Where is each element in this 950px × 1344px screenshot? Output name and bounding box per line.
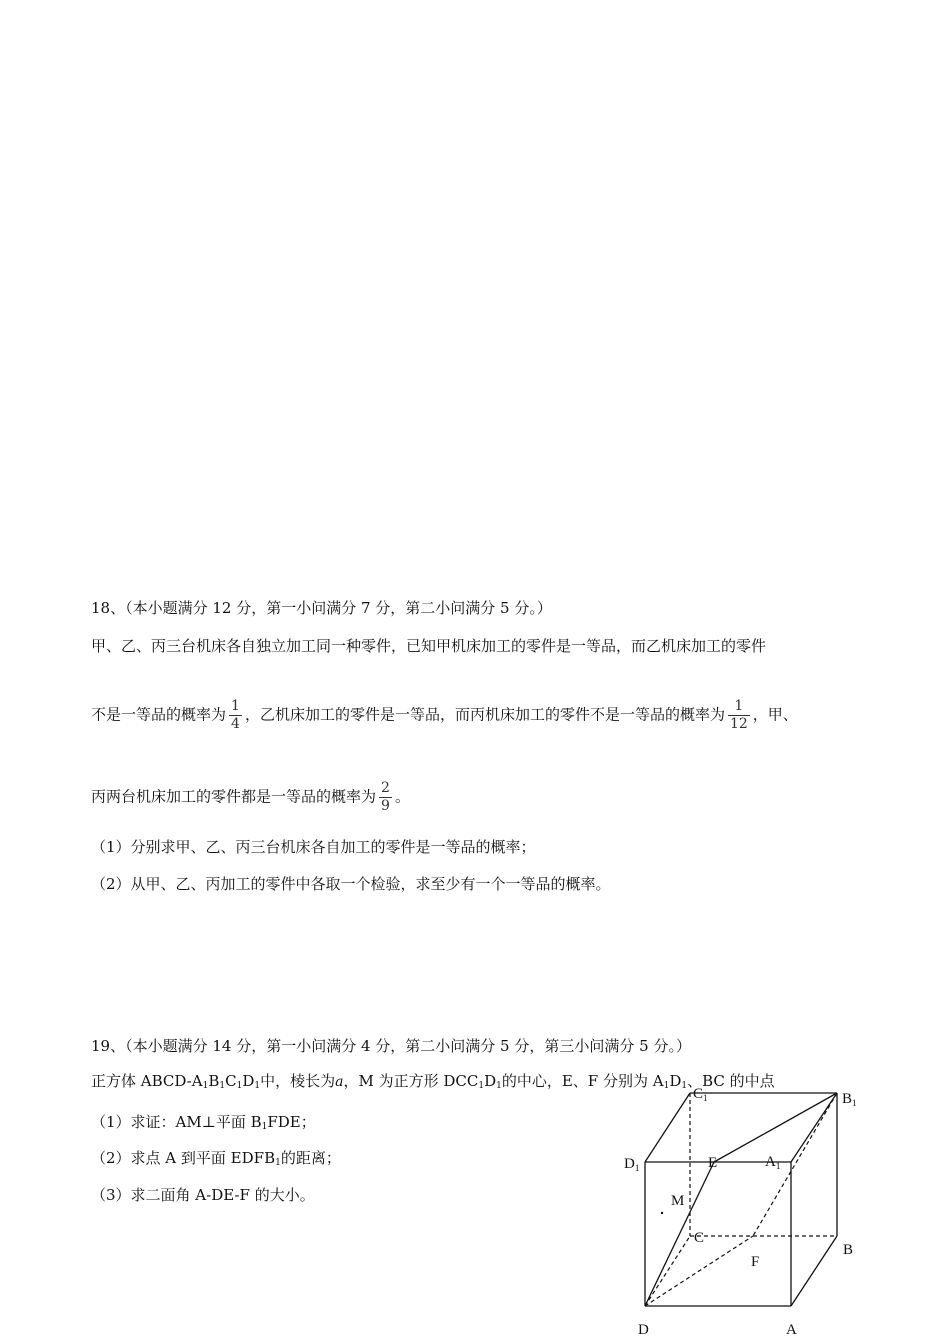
label-E: E: [708, 1155, 718, 1171]
q19-text: 中，棱长为: [260, 1072, 336, 1090]
label-B: B: [843, 1242, 854, 1258]
q18-line2-a: 不是一等品的概率为: [91, 705, 227, 724]
q19-text: 、BC 的中点: [687, 1072, 775, 1090]
subscript: 1: [236, 1081, 243, 1091]
subscript: 1: [261, 1122, 268, 1132]
label-C1: $C_1$: [693, 1086, 708, 1103]
label-M: M: [671, 1193, 685, 1209]
subscript: 1: [202, 1081, 209, 1091]
q19-header: 19、（本小题满分 14 分，第一小问满分 4 分，第二小问满分 5 分，第三小问满分 5 分。）: [91, 1037, 691, 1055]
label-A: A: [786, 1322, 797, 1338]
edge-variable: a: [335, 1074, 344, 1090]
hidden-edge-D-C: [645, 1236, 690, 1306]
label-A1: $A_1$: [765, 1154, 781, 1171]
label-D1: $D_1$: [624, 1156, 640, 1173]
subscript: 1: [219, 1081, 226, 1091]
label-F: F: [751, 1254, 760, 1270]
label-C: C: [694, 1230, 705, 1246]
subscript: 1: [663, 1081, 670, 1091]
subscript: 1: [681, 1081, 688, 1091]
frac2-den: 12: [729, 716, 748, 732]
edge-B1-A1: [791, 1093, 837, 1162]
q18-part2: （2）从甲、乙、丙加工的零件中各取一个检验，求至少有一个一等品的概率。: [91, 875, 611, 893]
segment-E-B1: [714, 1093, 837, 1162]
frac1-num: 1: [231, 698, 240, 714]
frac3-num: 2: [381, 780, 390, 796]
q19-text: D: [669, 1072, 682, 1090]
q19-text: 的中心，E、F 分别为 A: [501, 1072, 664, 1090]
q18-part1: （1）分别求甲、乙、丙三台机床各自加工的零件是一等品的概率；: [91, 838, 536, 856]
subscript: 1: [254, 1081, 261, 1091]
q19-part1-text: （1）求证：AM⊥平面 B: [91, 1113, 262, 1131]
q18-line1: 甲、乙、丙三台机床各自独立加工同一种零件，已知甲机床加工的零件是一等品，而乙机床加工的零件: [91, 637, 767, 655]
q18-line3-b: 。: [394, 787, 410, 806]
subscript: 1: [275, 1158, 281, 1168]
q19-text: 正方体 ABCD-A: [91, 1072, 203, 1090]
q19-text: ，M 为正方形 DCC: [343, 1072, 479, 1090]
edge-A-B: [791, 1236, 837, 1306]
frac1-den: 4: [231, 716, 240, 732]
q19-part3: （3）求二面角 A-DE-F 的大小。: [91, 1186, 315, 1204]
edge-D1-C1: [645, 1093, 690, 1162]
q19-part1-text: FDE；: [267, 1113, 316, 1131]
point-M-dot: [661, 1212, 663, 1214]
q19-text: C: [225, 1072, 237, 1090]
q18-line3-a: 丙两台机床加工的零件都是一等品的概率为: [91, 787, 377, 806]
q19-part2-text: （2）求点 A 到平面 EDFB: [91, 1149, 276, 1167]
q19-text: D: [242, 1072, 255, 1090]
q19-text: D: [484, 1072, 497, 1090]
q18-header: 18、（本小题满分 12 分，第一小问满分 7 分，第二小问满分 5 分。）: [91, 599, 552, 617]
label-D: D: [638, 1322, 649, 1338]
frac2-num: 1: [734, 698, 744, 714]
label-B1: $B_1$: [842, 1091, 857, 1108]
frac3-den: 9: [381, 798, 390, 814]
q19-part2-text: 的距离；: [280, 1149, 341, 1167]
subscript: 1: [496, 1081, 502, 1091]
q18-line2-b: ，乙机床加工的零件是一等品，而丙机床加工的零件不是一等品的概率为: [244, 705, 725, 724]
q19-text: B: [208, 1072, 220, 1090]
subscript: 1: [478, 1081, 485, 1091]
q18-line2-c: ，甲、: [752, 705, 798, 724]
